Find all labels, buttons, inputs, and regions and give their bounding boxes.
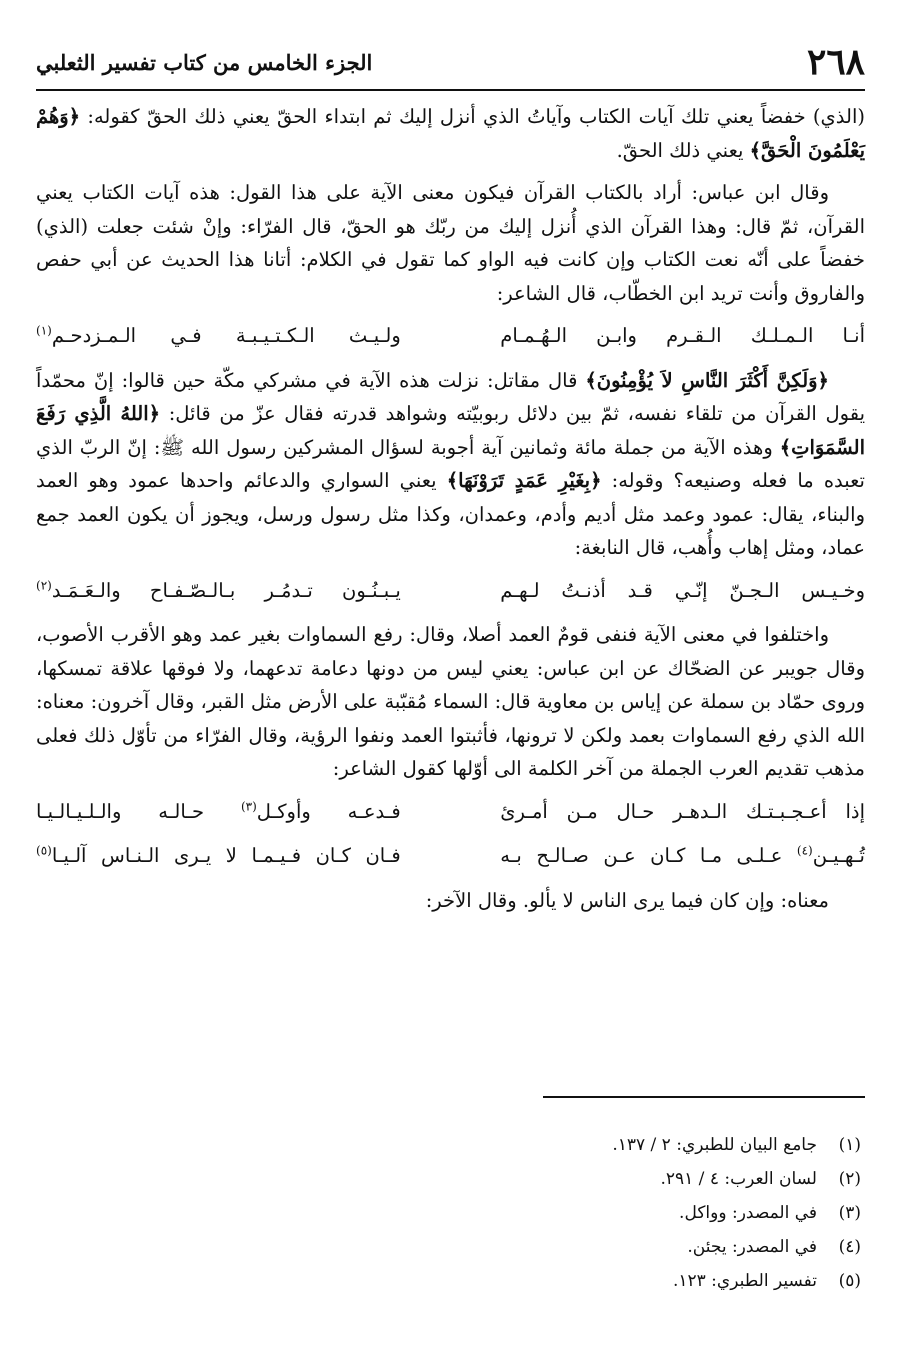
footnote-ref-4: (٤) — [796, 843, 813, 858]
verse-4-first-hemistich — [500, 839, 865, 873]
quran-quote: ﴿وَهُمْ يَعْلَمُونَ الْحَقَّ﴾ — [36, 105, 865, 162]
footnote-ref-3: (٣) — [240, 799, 257, 813]
paragraph-3-text-a: قال مقاتل: نزلت هذه الآية في مشركي مكّة حين قالوا: إنّ محمّداً يقول القرآن من تلقاء نفسه، ثمّ بين دلائل ربوبيّته وشواهد قدرته فقال عزّ من قائل: — [36, 368, 865, 425]
verse-1-second-text: ولـيـث الـكـتـيـبـة فـي الـمـزدحـم — [51, 324, 401, 347]
footnote-number: (٣) — [838, 1203, 861, 1223]
footnote-ref-1: (١) — [36, 323, 52, 338]
footnote-ref-2: (٢) — [36, 578, 52, 592]
verse-3-second-text-b: حـالـه والـلـيـالـيـا — [36, 799, 241, 823]
verse-3-second-hemistich — [36, 795, 401, 829]
verse-3-second-text-a: فـدعـه وأوكـل — [256, 799, 401, 823]
poetry-verse-1 — [36, 319, 865, 353]
footnote-text: جامع البيان للطبري: ٢ / ١٣٧. — [612, 1135, 817, 1155]
footnote-item — [361, 1264, 861, 1298]
paragraph-5: معناه: وإن كان فيما يرى الناس لا يألو. وقال الآخر: — [425, 888, 829, 912]
footnote-text: في المصدر: وواكل. — [679, 1203, 817, 1223]
paragraph-1-text: (الذي) خفضاً يعني تلك آيات الكتاب وآياتُ الذي أنزل إليك ثم ابتداء الحقّ يعني ذلك الحقّ كقوله: — [80, 105, 865, 128]
footnote-item — [361, 1128, 861, 1162]
verse-4-second-hemistich — [36, 839, 401, 873]
paragraph-1-end: يعني ذلك الحقّ. — [616, 138, 750, 162]
poetry-verse-3 — [36, 795, 865, 829]
verse-3-first-hemistich: إذا أعـجـبـتـك الـدهـر حـال مـن أمـرئ — [500, 799, 865, 823]
paragraph-1 — [36, 100, 865, 167]
footnote-number: (٢) — [838, 1169, 861, 1189]
paragraph-3-text-b: وهذه الآية من جملة مائة وثمانين آية أجوبة لسؤال المشركين رسول الله ﷺ: إنّ الربّ الذي تعبده ما فعله وصنيعه؟ وقوله: — [36, 435, 865, 492]
paragraph-4: واختلفوا في معنى الآية فنفى قومٌ العمد أصلا، وقال: رفع السماوات بغير عمد وهو الأقرب الأصوب، وقال جويبر عن الضحّاك عن ابن عباس: يعني ليس من دونها دعامة تدعهما، ولا فوقها علاقة تمسكها، وروى حمّاد بن سملة عن إياس بن معاوية قال: السماء مُقبّبة على الأرض مثل القبر، وقال آخرون: معناه: الله الذي رفع السماوات بعمد ولكن لا ترونها، فأثبتوا العمد ونفوا الرؤية، وقال الفرّاء من تأوّل ذلك فعلى مذهب تقديم العرب الجملة من آخر الكلمة الى أوّلها كقول الشاعر: — [36, 623, 865, 780]
verse-2-second-text: يـبـنُـون تـدمُـر بـالـصّـفـاح والـعَـمَـد — [51, 578, 401, 602]
poetry-verse-2 — [36, 574, 865, 608]
footnote-item — [361, 1162, 861, 1196]
footnote-number: (١) — [838, 1135, 861, 1155]
footnote-text: تفسير الطبري: ١٢٣. — [672, 1271, 817, 1291]
footnote-text: في المصدر: يجئن. — [687, 1237, 817, 1257]
footnote-item — [361, 1230, 861, 1264]
footnote-number: (٤) — [838, 1237, 861, 1257]
running-title: الجزء الخامس من كتاب تفسير الثعلبي — [36, 50, 373, 75]
verse-2-second-hemistich — [36, 574, 401, 608]
quran-quote-2: ﴿وَلَكِنَّ أَكْثَرَ النَّاسِ لاَ يُؤْمِنُونَ﴾ — [585, 368, 829, 392]
page-number: ٢٦٨ — [806, 41, 865, 83]
quran-quote-4: ﴿بِغَيْرِ عَمَدٍ تَرَوْنَهَا﴾ — [446, 469, 602, 492]
footnote-text: لسان العرب: ٤ / ٢٩١. — [660, 1169, 817, 1189]
footnotes — [361, 1128, 861, 1298]
verse-4-first-text-a: تُـهـيـن — [812, 844, 865, 867]
verse-1-second-hemistich — [36, 319, 401, 353]
footnote-number: (٥) — [838, 1271, 861, 1291]
verse-4-first-text-b: عـلـى مـا كـان عـن صـالـح بـه — [500, 844, 797, 867]
poetry-verse-4 — [36, 839, 865, 873]
verse-4-second-text: فـان كـان فـيـمـا لا يـرى الـنـاس آلـيـا — [51, 844, 401, 867]
footnote-item — [361, 1196, 861, 1230]
page-header — [36, 40, 865, 88]
footnote-ref-5: (٥) — [36, 843, 52, 858]
verse-2-first-hemistich: وخـيـس الـجـنّ إنّـي قـد أذنـتُ لـهـم — [500, 578, 865, 602]
paragraph-3 — [36, 364, 865, 565]
quran-quote-3: ﴿اللهُ الَّذِي رَفَعَ السَّمَوَاتِ﴾ — [36, 402, 865, 459]
paragraph-3-text-c: يعني السواري والدعائم واحدها عمود وهو العمد والبناء، يقال: عمود وعمد مثل أديم وأدم، وعمدان، وكذا مثل رسول ورسل، ويجوز أن يكون العمد جمع عماد، ومثل إهاب وأُهب، قال النابغة: — [36, 469, 865, 559]
paragraph-2: وقال ابن عباس: أراد بالكتاب القرآن فيكون معنى الآية على هذا القول: هذه آيات الكتاب يعني القرآن، ثمّ قال: وهذا القرآن الذي أُنزل إليك من ربّك هو الحقّ، قال الفرّاء: وإنْ شئت جعلت (الذي) خفضاً على أنّه نعت الكتاب وإن كانت فيه الواو كما تقول في الكلام: أتانا هذا الحديث عن أبي حفص والفاروق وأنت تريد ابن الخطّاب، قال الشاعر: — [36, 181, 865, 305]
header-rule — [36, 89, 865, 91]
verse-1-first-hemistich: أنـا الـمـلـك الـقـرم وابـن الـهُـمـام — [500, 324, 865, 347]
footnote-separator — [543, 1096, 865, 1098]
main-text — [36, 100, 865, 926]
